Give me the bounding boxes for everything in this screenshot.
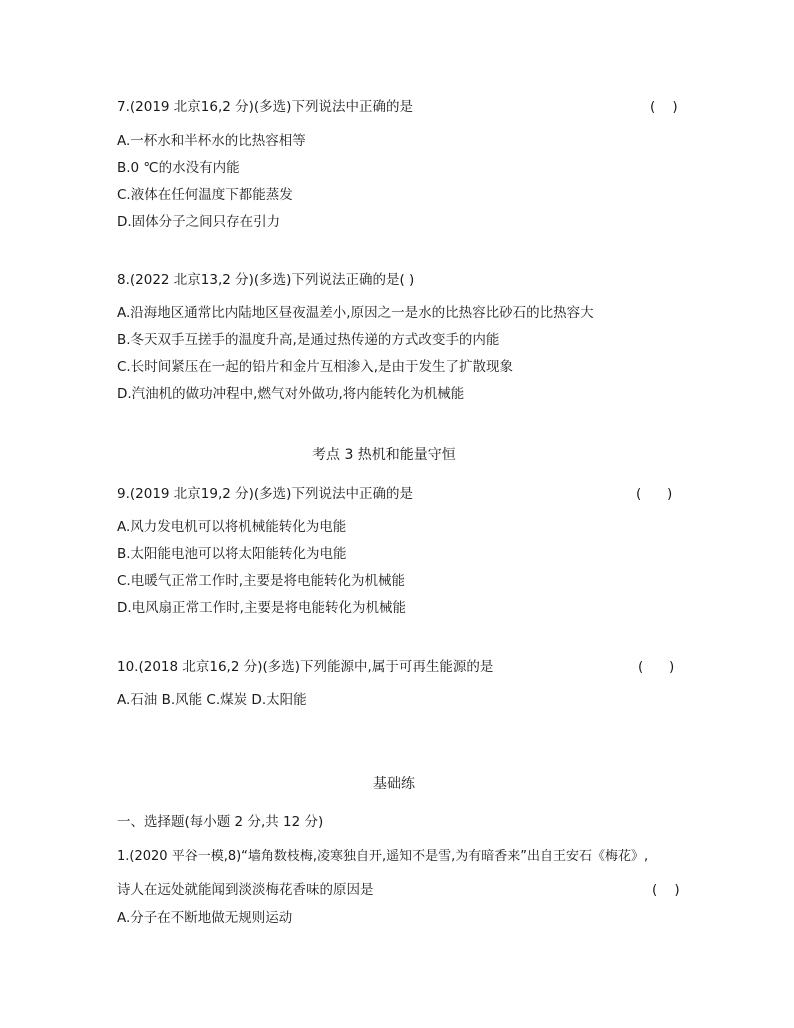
q7-answer-paren: ( ) <box>650 99 678 115</box>
q8-option-a: A.沿海地区通常比内陆地区昼夜温差小,原因之一是水的比热容比砂石的比热容大 <box>117 305 594 321</box>
q8-option-c: C.长时间紧压在一起的铅片和金片互相渗入,是由于发生了扩散现象 <box>117 359 514 375</box>
q10-answer-paren: ( ) <box>638 659 675 675</box>
q7-option-c: C.液体在任何温度下都能蒸发 <box>117 187 293 203</box>
q9-option-d: D.电风扇正常工作时,主要是将电能转化为机械能 <box>117 600 406 616</box>
q10-options: A.石油 B.风能 C.煤炭 D.太阳能 <box>117 692 307 708</box>
part1-title: 一、选择题(每小题 2 分,共 12 分) <box>117 814 324 830</box>
q9-stem: 9.(2019 北京19,2 分)(多选)下列说法中正确的是 <box>117 486 413 502</box>
q8-stem: 8.(2022 北京13,2 分)(多选)下列说法正确的是( ) <box>117 272 415 288</box>
q10-stem: 10.(2018 北京16,2 分)(多选)下列能源中,属于可再生能源的是 <box>117 659 494 675</box>
q8-option-b: B.冬天双手互搓手的温度升高,是通过热传递的方式改变手的内能 <box>117 332 500 348</box>
q7-option-b: B.0 ℃的水没有内能 <box>117 160 240 176</box>
practice-heading: 基础练 <box>373 776 415 792</box>
p1-option-a: A.分子在不断地做无规则运动 <box>117 910 293 926</box>
q7-option-a: A.一杯水和半杯水的比热容相等 <box>117 133 306 149</box>
q9-option-a: A.风力发电机可以将机械能转化为电能 <box>117 519 347 535</box>
p1-stem-line2: 诗人在远处就能闻到淡淡梅花香味的原因是 <box>117 882 374 898</box>
q9-option-c: C.电暖气正常工作时,主要是将电能转化为机械能 <box>117 573 406 589</box>
q7-stem: 7.(2019 北京16,2 分)(多选)下列说法中正确的是 <box>117 99 413 115</box>
p1-stem-line1: 1.(2020 平谷一模,8)“墙角数枝梅,凌寒独自开,遥知不是雪,为有暗香来”出自王安石《梅花》, <box>117 849 649 864</box>
q9-option-b: B.太阳能电池可以将太阳能转化为电能 <box>117 546 347 562</box>
section-heading: 考点 3 热机和能量守恒 <box>312 447 456 463</box>
p1-answer-paren: ( ) <box>652 882 680 898</box>
q9-answer-paren: ( ) <box>636 486 673 502</box>
q7-option-d: D.固体分子之间只存在引力 <box>117 214 281 230</box>
q8-option-d: D.汽油机的做功冲程中,燃气对外做功,将内能转化为机械能 <box>117 386 465 402</box>
